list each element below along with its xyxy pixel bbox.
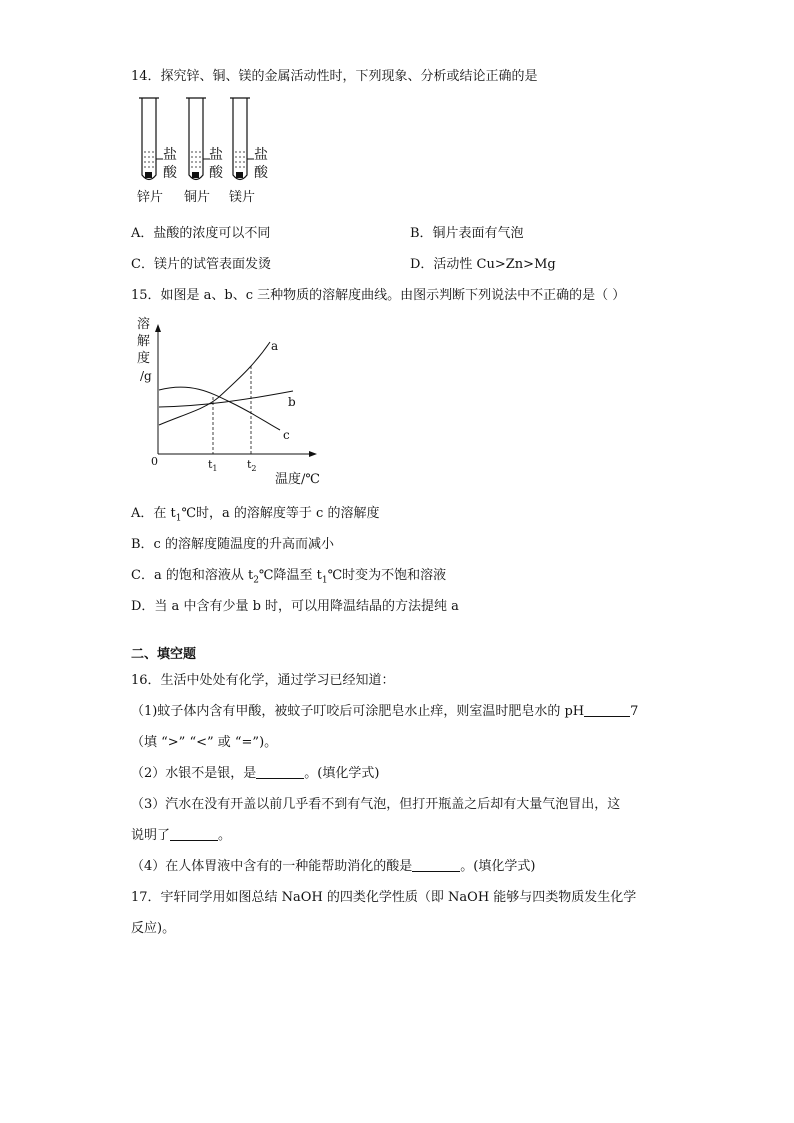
q14-test-tubes-figure — [130, 95, 290, 207]
curve-a — [159, 342, 270, 425]
q16-part1-line2: （填 “>” “<” 或 “=”)。 — [131, 735, 278, 750]
y-axis-label-1: 溶 — [137, 317, 151, 332]
answer-blank-soda[interactable] — [170, 828, 218, 841]
q14-option-c: C．镁片的试管表面发烫 — [131, 257, 271, 272]
q14-option-d: D．活动性 Cu>Zn>Mg — [410, 257, 556, 272]
q15-stem: 15．如图是 a、b、c 三种物质的溶解度曲线。由图示判断下列说法中不正确的是（ ） — [131, 288, 626, 303]
origin-label: 0 — [151, 455, 158, 468]
q15-option-c: C．a 的饱和溶液从 $t_2℃$降温至 $t_1℃$时变为不饱和溶液 — [131, 568, 447, 586]
q15-option-a: A．在 $t_1℃$时，a 的溶解度等于 c 的溶解度 — [131, 506, 380, 524]
t2-label: $t_2$ — [247, 458, 257, 473]
curve-label-b: b — [288, 395, 296, 409]
answer-blank-ph[interactable] — [584, 704, 630, 717]
q16-part3-line2: 说明了 。 — [131, 828, 232, 843]
answer-blank-stomach-acid[interactable] — [412, 859, 460, 872]
curve-label-a: a — [271, 339, 279, 353]
solubility-curve-graph — [135, 312, 340, 492]
curve-b — [159, 391, 293, 407]
y-axis-label-4: /g — [140, 369, 152, 383]
tube-label-zinc: 锌片 — [137, 190, 164, 205]
q16-stem: 16．生活中处处有化学，通过学习已经知道： — [131, 673, 395, 688]
acid-label-2-bottom: 酸 — [209, 165, 223, 181]
q17-line1: 17．宇轩同学用如图总结 NaOH 的四类化学性质（即 NaOH 能够与四类物质发生化学 — [131, 890, 637, 905]
acid-label-1-bottom: 酸 — [163, 165, 177, 181]
answer-blank-mercury[interactable] — [256, 766, 304, 779]
acid-label-3-bottom: 酸 — [254, 165, 268, 181]
curve-label-c: c — [283, 428, 290, 442]
test-tube-magnesium — [230, 98, 254, 180]
q16-part3-line1: （3）汽水在没有开盖以前几乎看不到有气泡，但打开瓶盖之后却有大量气泡冒出，这 — [131, 797, 621, 812]
q14-stem: 14．探究锌、铜、镁的金属活动性时，下列现象、分析或结论正确的是 — [131, 69, 538, 84]
q15-option-d: D．当 a 中含有少量 b 时，可以用降温结晶的方法提纯 a — [131, 599, 459, 614]
q17-line2: 反应)。 — [131, 921, 176, 936]
q14-option-a: A．盐酸的浓度可以不同 — [131, 226, 271, 241]
q16-part2: （2）水银不是银，是 。(填化学式) — [131, 766, 380, 781]
q16-part4: （4）在人体胃液中含有的一种能帮助消化的酸是 。(填化学式) — [131, 859, 536, 874]
q15-option-b: B．c 的溶解度随温度的升高而减小 — [131, 537, 334, 552]
acid-label-3-top: 盐 — [254, 147, 268, 163]
t1-label: $t_1$ — [208, 458, 218, 473]
section-heading-fill-in: 二、填空题 — [131, 647, 197, 662]
tube-label-copper: 铜片 — [184, 190, 211, 205]
q16-part1-line1: （1)蚊子体内含有甲酸，被蚊子叮咬后可涂肥皂水止痒，则室温时肥皂水的 pH 7 — [131, 704, 639, 719]
tube-label-magnesium: 镁片 — [229, 190, 256, 205]
test-tube-zinc — [139, 98, 163, 180]
acid-label-2-top: 盐 — [209, 147, 223, 163]
test-tube-copper — [186, 98, 210, 180]
acid-label-1-top: 盐 — [163, 147, 177, 163]
curve-c — [159, 387, 280, 430]
y-axis-label-2: 解 — [137, 334, 151, 349]
y-axis-label-3: 度 — [137, 351, 151, 366]
q14-option-b: B．铜片表面有气泡 — [410, 226, 524, 241]
x-axis-label: 温度/℃ — [275, 472, 320, 487]
